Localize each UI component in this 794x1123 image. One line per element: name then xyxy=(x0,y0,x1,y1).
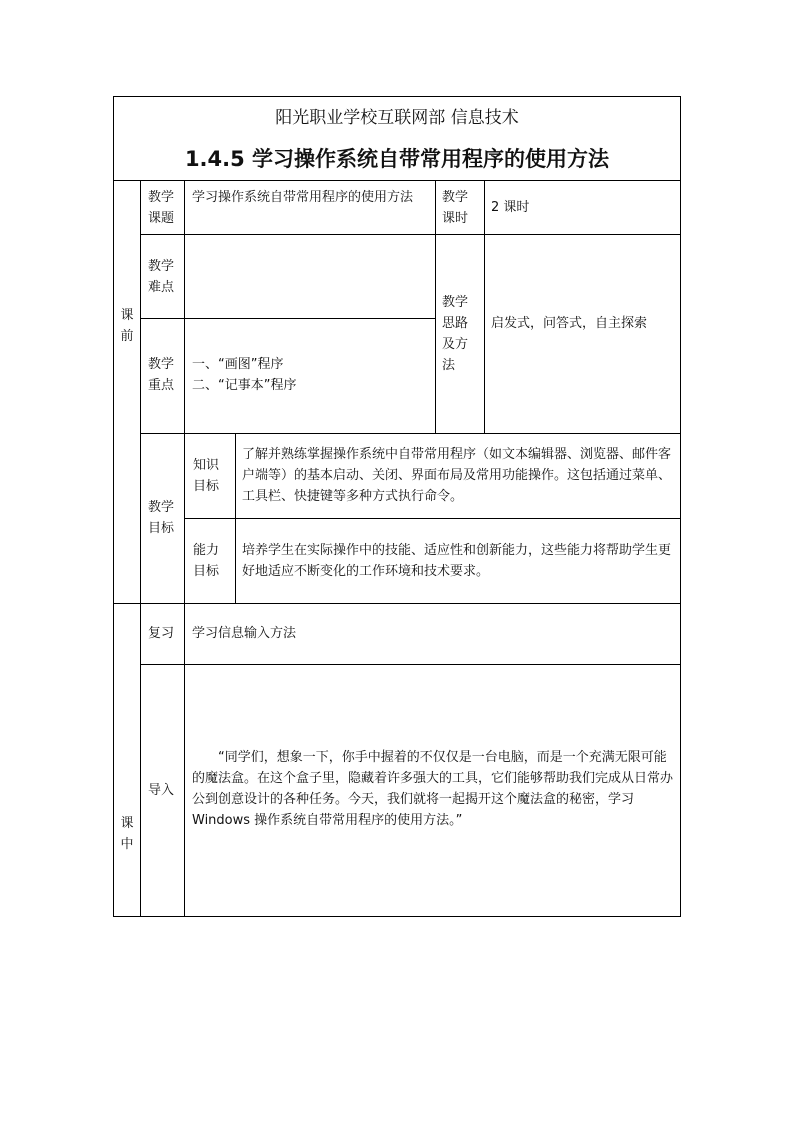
knowledge-goal-label: 知识 目标 xyxy=(193,458,220,494)
school-department-line: 阳光职业学校互联网部 信息技术 xyxy=(275,108,519,128)
review-label: 复习 xyxy=(148,626,175,641)
intro-label: 导入 xyxy=(148,783,175,798)
hours-label: 教学 课时 xyxy=(442,190,469,226)
ability-goal-label: 能力 目标 xyxy=(193,543,220,579)
intro-value: “同学们，想象一下，你手中握着的不仅仅是一台电脑，而是一个充满无限可能的魔法盒。在这个盒子里，隐藏着许多强大的工具，它们能够帮助我们完成从日常办公到创意设计的各种任务。今天，我们就将一起揭开这个魔法盒的秘密，学习 Windows 操作系统自带常用程序的使用方法。” xyxy=(192,750,674,828)
section-in-class: 课 中 xyxy=(120,816,134,852)
focus-label: 教学 重点 xyxy=(148,357,175,393)
lesson-title: 1.4.5 学习操作系统自带常用程序的使用方法 xyxy=(184,147,610,171)
hours-value: 2 课时 xyxy=(491,200,530,215)
section-pre-class: 课 前 xyxy=(120,308,134,344)
knowledge-goal-value: 了解并熟练掌握操作系统中自带常用程序（如文本编辑器、浏览器、邮件客户端等）的基本启动、关闭、界面布局及常用功能操作。这包括通过菜单、工具栏、快捷键等多种方式执行命令。 xyxy=(242,447,672,504)
goals-label: 教学 目标 xyxy=(148,500,175,536)
review-value: 学习信息输入方法 xyxy=(192,626,297,641)
focus-value: 一、“画图”程序 二、“记事本”程序 xyxy=(192,357,297,393)
method-label: 教学 思路 及方 法 xyxy=(442,295,469,373)
ability-goal-value: 培养学生在实际操作中的技能、适应性和创新能力，这些能力将帮助学生更好地适应不断变化的工作环境和技术要求。 xyxy=(242,543,672,579)
method-value: 启发式，问答式，自主探索 xyxy=(491,316,648,331)
difficulty-label: 教学 难点 xyxy=(148,259,175,295)
topic-label: 教学 课题 xyxy=(148,190,175,226)
topic-value: 学习操作系统自带常用程序的使用方法 xyxy=(192,190,414,205)
